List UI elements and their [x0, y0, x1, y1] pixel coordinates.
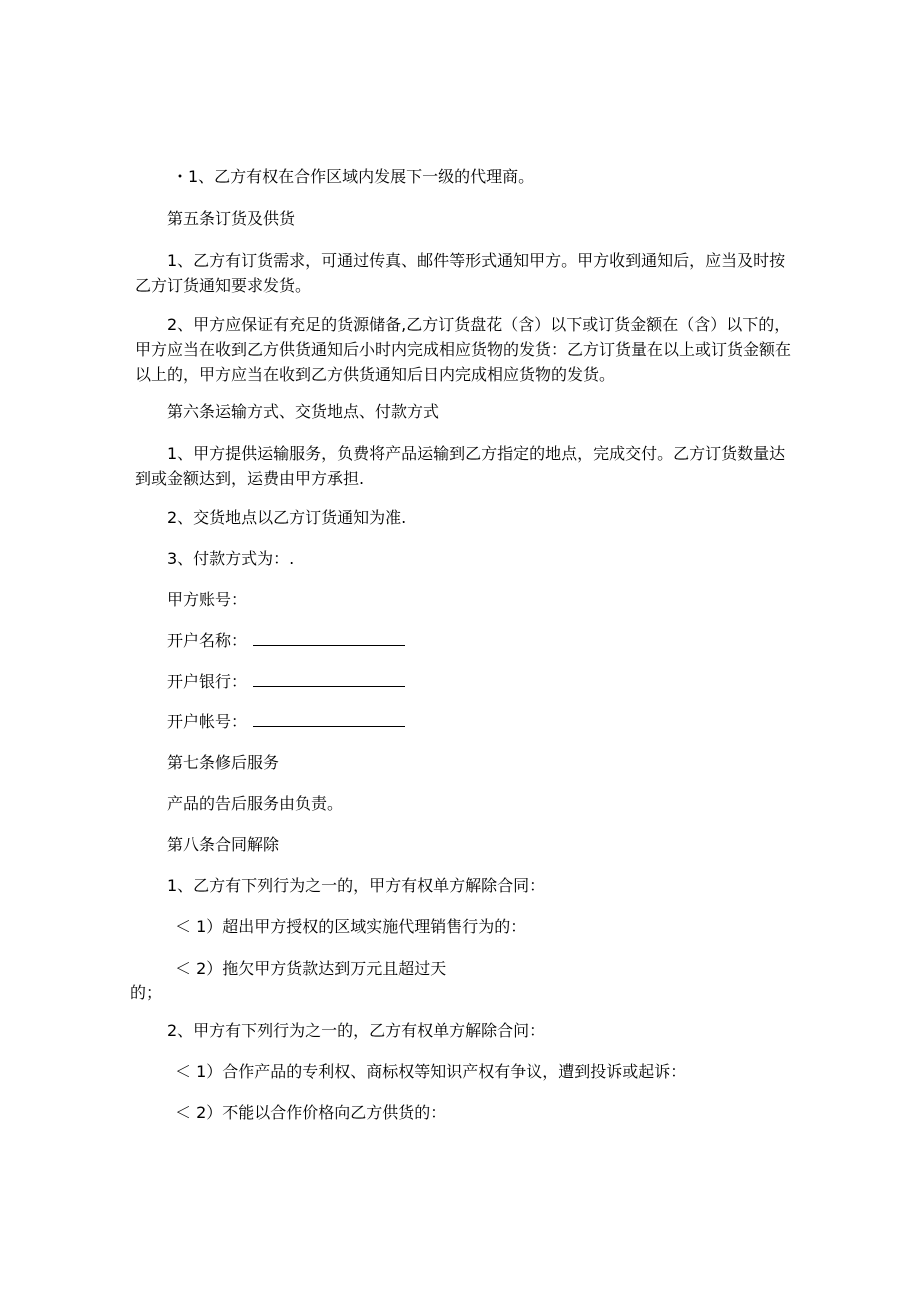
article-6-paragraph-1: 1、甲方提供运输服务，负费将产品运输到乙方指定的地点，完成交付。乙方订货数量达到或金额达到，运费由甲方承担. [135, 444, 786, 488]
article-8-paragraph-2: 2、甲方有下列行为之一的，乙方有权单方解除合问： [167, 1021, 546, 1040]
article-8-paragraph-2-item-1: ＜ 1）合作产品的专利权、商标权等知识产权有争议，遭到投诉或起诉： [175, 1062, 687, 1081]
article-8-paragraph-1-item-2: ＜ 2）拖欠甲方货款达到万元且超过天 [175, 959, 447, 978]
article-8-paragraph-1: 1、乙方有下列行为之一的，甲方有权单方解除合同： [167, 876, 546, 895]
article-6-title: 第六条运输方式、交货地点、付款方式 [167, 402, 440, 421]
clause-item-1: ・1、乙方有权在合作区域内发展下一级的代理商。 [172, 167, 535, 186]
account-number-blank [253, 711, 405, 727]
article-5-title: 第五条订货及供货 [167, 209, 296, 228]
account-name-blank [253, 630, 405, 646]
article-8-paragraph-2-item-2: ＜ 2）不能以合作价格向乙方供货的： [175, 1103, 447, 1122]
article-6-paragraph-3: 3、付款方式为：. [167, 549, 295, 568]
article-8-paragraph-1-item-2-continued: 的； [130, 983, 163, 1002]
article-7-paragraph-1: 产品的告后服务由负责。 [167, 794, 344, 813]
account-bank-label: 开户银行： [167, 672, 248, 691]
article-5-paragraph-2: 2、甲方应保证有充足的货源储备,乙方订货盘花（含）以下或订货金额在（含）以下的，甲方应当在收到乙方供货通知后小时内完成相应货物的发货：乙方订货量在以上或订货金额在以上的，甲方应当在收到乙方供货通知后日内完成相应货物的发货。 [135, 315, 792, 384]
account-name-label: 开户名称： [167, 631, 248, 650]
article-5-paragraph-1: 1、乙方有订货需求，可通过传真、邮件等形式通知甲方。甲方收到通知后，应当及时按乙方订货通知要求发货。 [135, 251, 786, 295]
article-8-title: 第八条合同解除 [167, 835, 280, 854]
article-7-title: 第七条修后服务 [167, 753, 280, 772]
account-title: 甲方账号： [167, 590, 248, 609]
article-8-paragraph-1-item-1: ＜ 1）超出甲方授权的区域实施代理销售行为的： [175, 917, 527, 936]
account-number-label: 开户帐号： [167, 712, 248, 731]
account-bank-blank [253, 671, 405, 687]
account-number-row [167, 711, 405, 733]
article-6-paragraph-2: 2、交货地点以乙方订货通知为准. [167, 508, 407, 527]
account-name-row [167, 630, 405, 652]
account-bank-row [167, 671, 405, 693]
